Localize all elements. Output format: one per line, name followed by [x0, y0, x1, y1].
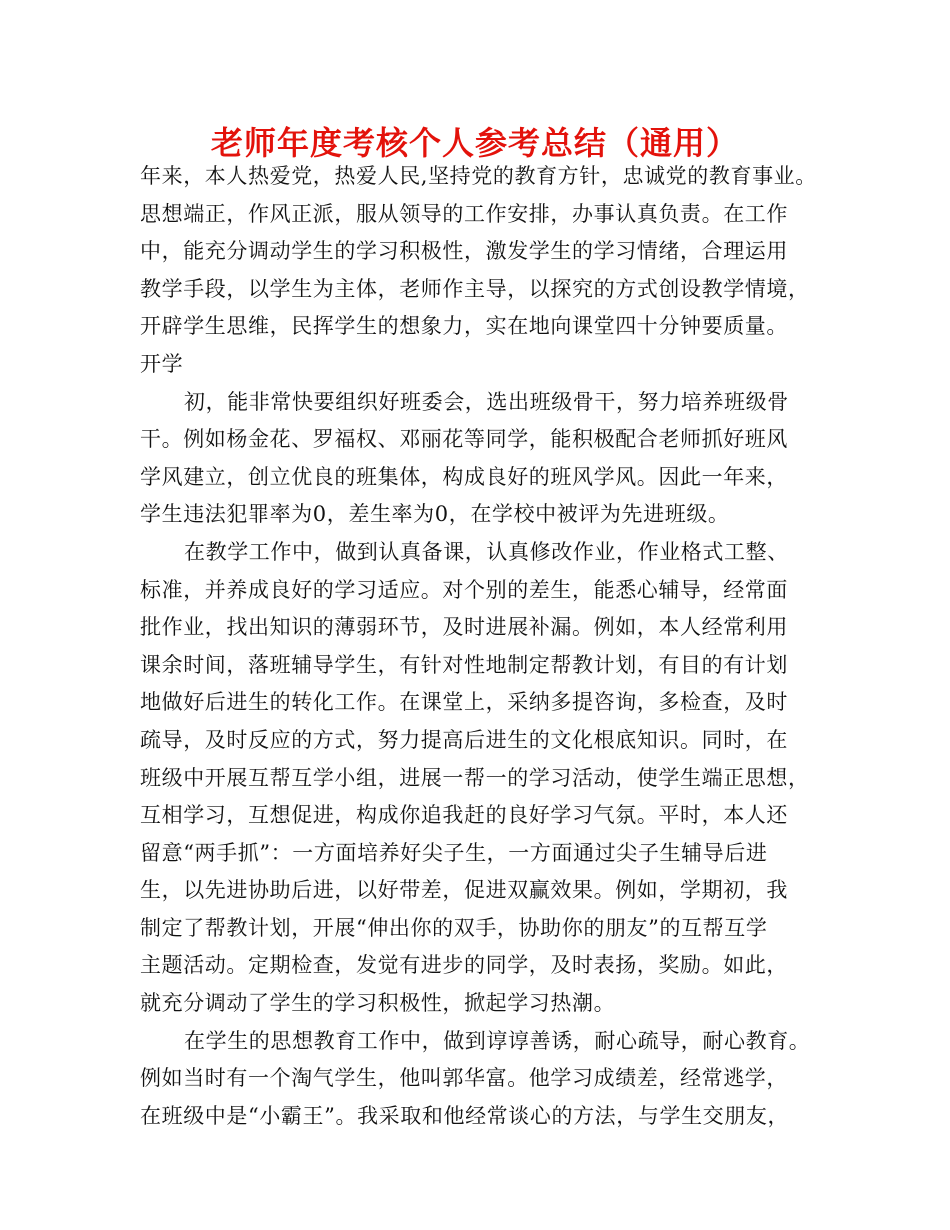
text-line: 教学手段，以学生为主体，老师作主导，以探究的方式创设教学情境， [140, 276, 810, 301]
document-title: 老师年度考核个人参考总结（通用） [210, 124, 739, 162]
text-line: 生，以先进协助后进，以好带差，促进双赢效果。例如，学期初，我 [140, 878, 788, 903]
text-line: 中，能充分调动学生的学习积极性，激发学生的学习情绪，合理运用 [140, 239, 788, 264]
text-line: 思想端正，作风正派，服从领导的工作安排，办事认真负责。在工作 [140, 201, 788, 226]
text-line: 课余时间，落班辅导学生，有针对性地制定帮教计划，有目的有计划 [140, 652, 788, 677]
text-line: 在学生的思想教育工作中，做到谆谆善诱，耐心疏导，耐心教育。 [184, 1028, 811, 1053]
text-line: 开学 [140, 351, 184, 376]
text-line: 疏导，及时反应的方式，努力提高后进生的文化根底知识。同时，在 [140, 727, 788, 752]
text-line: 年来，本人热爱党，热爱人民,坚持党的教育方针，忠诚党的教育事业。 [140, 164, 817, 188]
text-line: 互相学习，互想促进，构成你追我赶的良好学习气氛。平时，本人还 [140, 803, 788, 828]
text-line: 就充分调动了学生的学习积极性，掀起学习热潮。 [140, 991, 616, 1016]
text-line: 学生违法犯罪率为0，差生率为0，在学校中被评为先进班级。 [140, 502, 730, 527]
text-line: 干。例如杨金花、罗福权、邓丽花等同学，能积极配合老师抓好班风 [140, 427, 788, 452]
text-line: 初，能非常快要组织好班委会，选出班级骨干，努力培养班级骨 [184, 389, 789, 414]
text-line: 在班级中是“小霸王”。我采取和他经常谈心的方法，与学生交朋友， [140, 1103, 790, 1128]
document-body [140, 158, 830, 1135]
text-line: 留意“两手抓”：一方面培养好尖子生，一方面通过尖子生辅导后进 [140, 840, 768, 865]
text-line: 地做好后进生的转化工作。在课堂上，采纳多提咨询，多检查，及时 [140, 690, 788, 715]
text-line: 主题活动。定期检查，发觉有进步的同学，及时表扬，奖励。如此， [140, 953, 788, 978]
text-line: 开辟学生思维，民挥学生的想象力，实在地向课堂四十分钟要质量。 [140, 314, 788, 339]
text-line: 学风建立，创立优良的班集体，构成良好的班风学风。因此一年来， [140, 464, 788, 489]
text-line: 批作业，找出知识的薄弱环节，及时进展补漏。例如，本人经常利用 [140, 615, 788, 640]
text-line: 在教学工作中，做到认真备课，认真修改作业，作业格式工整、 [184, 539, 789, 564]
text-line: 班级中开展互帮互学小组，进展一帮一的学习活动，使学生端正思想， [140, 765, 810, 790]
text-line: 制定了帮教计划，开展“伸出你的双手，协助你的朋友”的互帮互学 [140, 915, 768, 940]
text-line: 例如当时有一个淘气学生，他叫郭华富。他学习成绩差，经常逃学， [140, 1066, 788, 1091]
text-line: 标准，并养成良好的学习适应。对个别的差生，能悉心辅导，经常面 [140, 577, 788, 602]
